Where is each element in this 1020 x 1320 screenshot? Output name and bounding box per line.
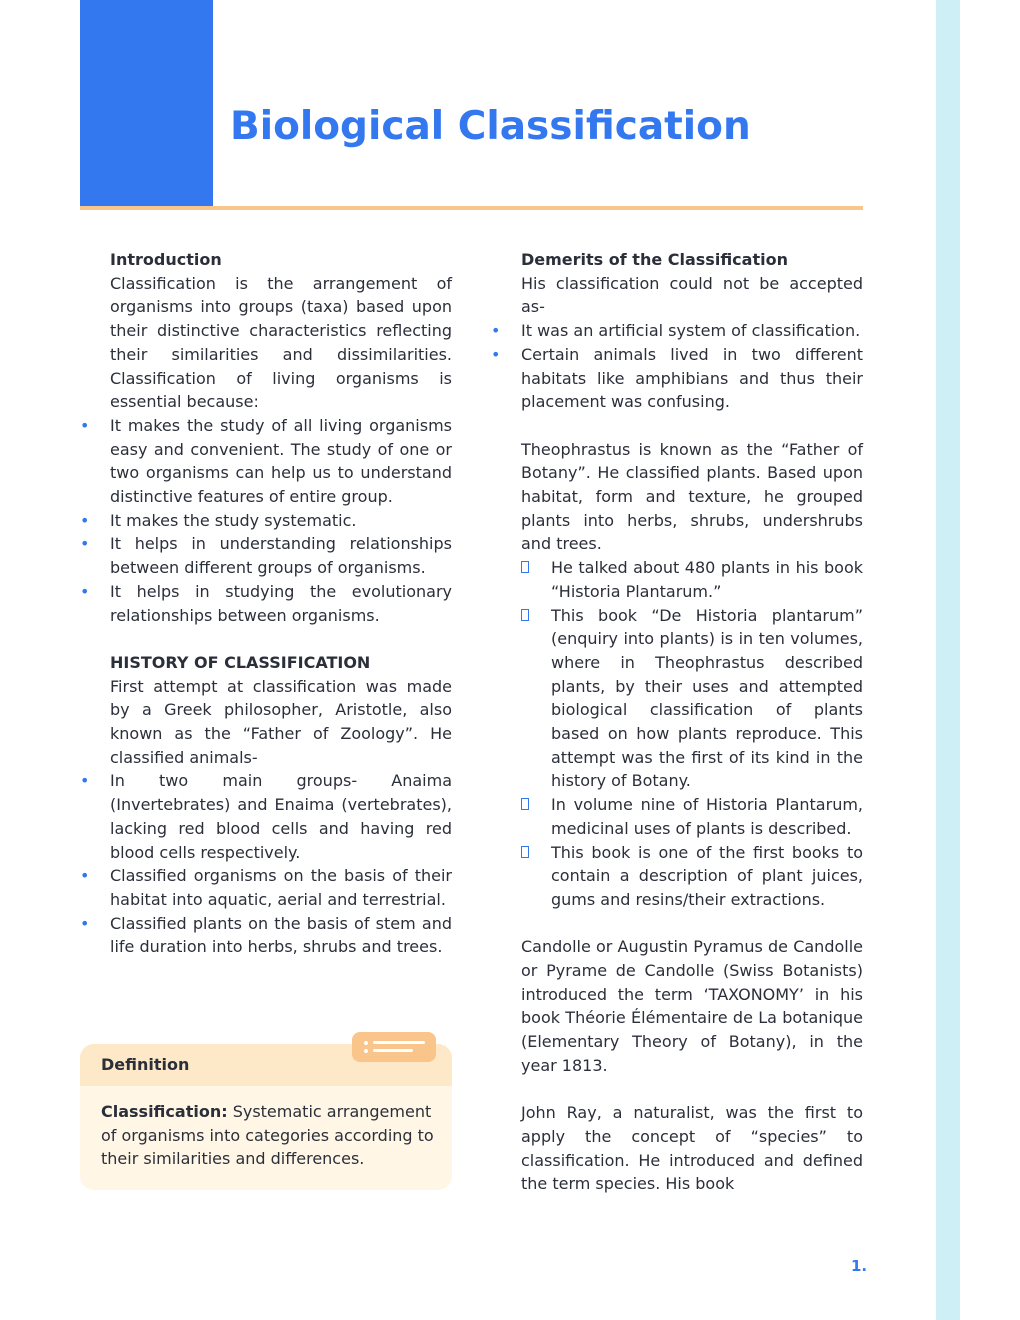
demerits-bullets	[491, 319, 863, 414]
bullet-icon: •	[80, 581, 90, 601]
list-item: • Classified organisms on the basis of their habitat into aquatic, aerial and terrestrial.	[80, 866, 452, 909]
list-item: He talked about 480 plants in his book “Historia Plantarum.”	[551, 556, 863, 603]
list-item: • It makes the study of all living organisms easy and convenient. The study of one or two organisms can help us to understand distinctive features of entire group.	[80, 415, 452, 507]
bullet-icon: •	[80, 510, 90, 530]
bullet-icon: •	[80, 771, 90, 791]
list-item: • Classified plants on the basis of stem and life duration into herbs, shrubs and trees.	[80, 913, 452, 957]
theophrastus-text: Theophrastus is known as the “Father of Botany”. He classified plants. Based upon habitat, form and texture, he grouped plants into herbs, shrubs, undershrubs and trees.	[521, 439, 863, 554]
introduction-heading: Introduction	[110, 250, 222, 269]
spacer	[110, 627, 452, 651]
definition-body	[101, 1100, 439, 1171]
demerits-text: His classification could not be accepted as-	[521, 273, 863, 317]
list-item: This book is one of the first books to contain a description of plant juices, gums and resins/their extractions.	[551, 841, 863, 912]
list-item: • In two main groups- Anaima (Invertebrates) and Enaima (vertebrates), lacking red blood cells and having red blood cells respectively.	[80, 771, 452, 862]
bullet-icon: •	[80, 913, 90, 933]
list-item: This book “De Historia plantarum” (enquiry into plants) is in ten volumes, where in Theophrastus described plants, by their uses and attempted biological classification of plants based on how plants reproduce. This attempt was the first of its kind in the history of Botany.	[551, 604, 863, 794]
list-item: • It makes the study systematic.	[110, 509, 452, 533]
theophrastus-points	[551, 556, 863, 912]
definition-text: Systematic arrangement of organisms into categories according to their similarities and differences.	[101, 1102, 434, 1169]
definition-term: Classification:	[101, 1102, 228, 1121]
bullet-icon: •	[80, 415, 90, 435]
list-item: In volume nine of Historia Plantarum, medicinal uses of plants is described.	[551, 793, 863, 840]
right-column	[491, 248, 863, 1196]
definition-title: Definition	[101, 1055, 190, 1074]
candolle-text: Candolle or Augustin Pyramus de Candolle or Pyrame de Candolle (Swiss Botanists) introduced the term ‘TAXONOMY’ in his book Théorie Élémentaire de La botanique (Elementary Theory of Botany), in the year 1813.	[521, 937, 863, 1075]
john-ray-text: John Ray, a naturalist, was the first to apply the concept of “species” to classification. He introduced and defined the term species. His book	[521, 1103, 863, 1194]
page-title: Biological Classification	[230, 104, 751, 149]
side-strip	[936, 0, 960, 1320]
demerits-heading: Demerits of the Classification	[521, 250, 788, 269]
introduction-text: Classification is the arrangement of organisms into groups (taxa) based upon their distinctive characteristics reflecting their similarities and dissimilarities. Classification of living organisms is essential because:	[110, 273, 452, 412]
history-heading: HISTORY OF CLASSIFICATION	[110, 652, 371, 672]
spacer	[521, 912, 863, 936]
spacer	[521, 1078, 863, 1102]
page-number: 1.	[851, 1257, 868, 1275]
spacer	[521, 414, 863, 438]
list-item: • Certain animals lived in two different habitats like amphibians and thus their placement was confusing.	[491, 344, 863, 412]
square-bullet-icon	[521, 609, 529, 621]
list-item: • It helps in studying the evolutionary relationships between organisms.	[80, 581, 452, 625]
square-bullet-icon	[521, 846, 529, 858]
definition-box	[80, 1044, 452, 1190]
introduction-bullets	[80, 414, 452, 627]
bullet-icon: •	[80, 534, 90, 554]
bullet-icon: •	[491, 321, 501, 341]
note-tab-icon	[352, 1032, 436, 1062]
bullet-icon: •	[80, 866, 90, 886]
list-item: • It helps in understanding relationships between different groups of organisms.	[80, 534, 452, 578]
title-underline	[80, 206, 863, 210]
header-blue-block	[80, 0, 213, 207]
history-text: First attempt at classification was made by a Greek philosopher, Aristotle, also known as the “Father of Zoology”. He classified animals-	[110, 676, 452, 767]
square-bullet-icon	[521, 561, 529, 573]
list-item: • It was an artificial system of classification.	[521, 319, 863, 343]
square-bullet-icon	[521, 798, 529, 810]
left-column	[80, 248, 452, 959]
bullet-icon: •	[491, 344, 501, 364]
history-bullets	[80, 769, 452, 959]
